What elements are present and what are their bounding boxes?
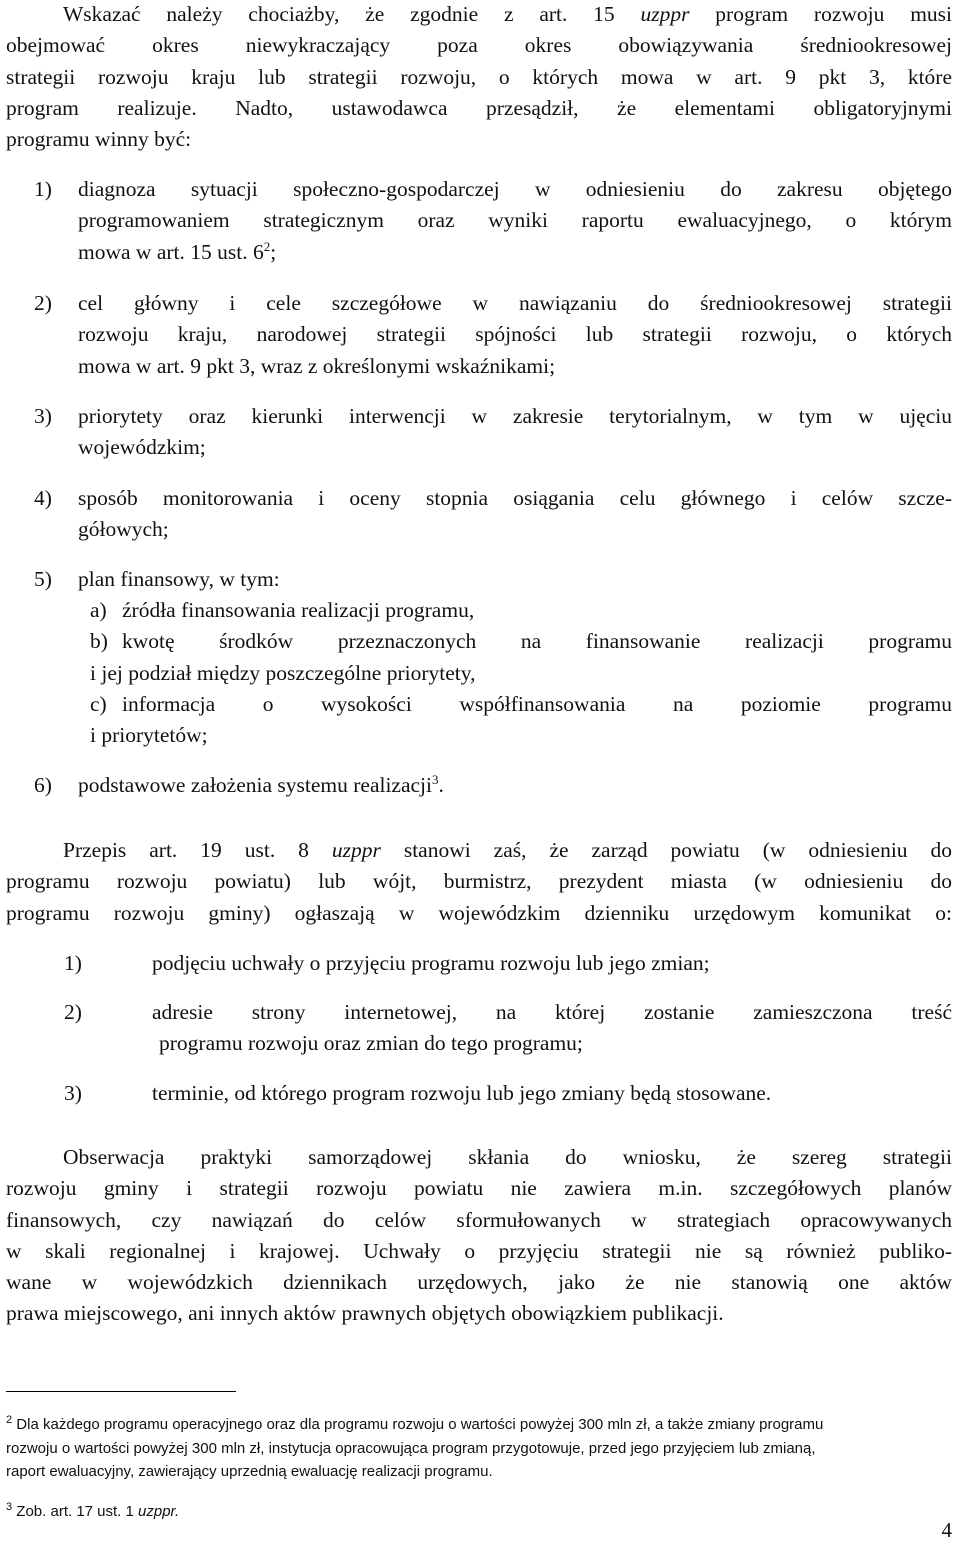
sublist [90, 595, 952, 751]
list-item-number: 1) [34, 177, 52, 201]
sublist-line: i jej podział między poszczególne priorytety, [90, 660, 476, 685]
list-item-line: wojewódzkim; [78, 435, 206, 460]
list-item-number: 2) [64, 1000, 82, 1024]
intro-paragraph [6, 0, 952, 155]
paragraph-line: programu rozwoju powiatu) lub wójt, burmistrz, prezydent miasta (w odniesieniu do [6, 869, 952, 894]
footnote-3 [6, 1500, 952, 1524]
paragraph-observation [6, 1142, 952, 1330]
paragraph-art-19 [6, 835, 952, 929]
list-item [34, 401, 952, 464]
footnote-line: $^3$ Zob. art. 17 ust. 1 uzppr. [6, 1501, 180, 1520]
paragraph-line: wane w wojewódzkich dziennikach urzędowych, jako że nie stanowią one aktów [6, 1270, 952, 1295]
list-item-line: mowa w art. 15 ust. $6^2$; [78, 238, 277, 264]
intro-line-4: program realizuje. Nadto, ustawodawca przesądził, że elementami obligatoryjnymi [6, 95, 952, 120]
intro-line-1: Wskazać należy chociażby, że zgodnie z art. 15 uzppr program rozwoju musi [63, 2, 953, 26]
list-item [64, 1078, 952, 1109]
intro-line-5: programu winny być: [6, 127, 192, 152]
sublist-letter: c) [90, 691, 107, 716]
list-item-line: mowa w art. 9 pkt 3, wraz z określonymi wskaźnikami; [78, 353, 556, 378]
paragraph-line: finansowych, czy nawiązań do celów sformułowanych w strategiach opracowywanych [6, 1207, 952, 1232]
list-item [34, 288, 952, 382]
sublist-letter: b) [90, 629, 108, 654]
paragraph-line: w skali regionalnej i krajowej. Uchwały o przyjęciu strategii nie są również publiko- [6, 1238, 952, 1263]
list-item-number: 6) [34, 773, 52, 797]
sublist-line: i priorytetów; [90, 723, 208, 748]
list-item-line: programu rozwoju oraz zmian do tego programu; [159, 1031, 583, 1056]
sublist-line: źródła finansowania realizacji programu, [122, 598, 475, 622]
paragraph-line: programu rozwoju gminy) ogłaszają w wojewódzkim dzienniku urzędowym komunikat o: [6, 900, 952, 925]
list-item-line: programowaniem strategicznym oraz wyniki raportu ewaluacyjnego, o którym [78, 208, 952, 233]
footnote-mark: 2 [6, 1414, 13, 1426]
paragraph-line: Przepis art. 19 ust. 8 uzppr stanowi zaś, że zarząd powiatu (w odniesieniu do [63, 838, 953, 862]
list-item [34, 174, 952, 268]
paragraph-line: rozwoju gminy i strategii rozwoju powiatu nie zawiera m.in. szczegółowych planów [6, 1176, 952, 1201]
list-item-line: plan finansowy, w tym: [78, 567, 280, 591]
page-number: 4 [941, 1518, 952, 1542]
footnote-line: rozwoju o wartości powyżej 300 mln zł, instytucja opracowująca program przygotowuje, przed jego przyjęciem lub zmianą, [6, 1439, 816, 1457]
footnote-separator [6, 1391, 236, 1392]
list-item-number: 3) [64, 1081, 82, 1105]
sublist-item [90, 595, 952, 626]
list-item-number: 4) [34, 486, 52, 510]
footnote-mark: 3 [6, 1501, 13, 1513]
list-item-number: 2) [34, 291, 52, 315]
list-item-line: sposób monitorowania i oceny stopnia osiągania celu głównego i celów szcze- [78, 486, 952, 510]
paragraph-line: prawa miejscowego, ani innych aktów prawnych objętych obowiązkiem publikacji. [6, 1301, 724, 1326]
paragraph-line: Obserwacja praktyki samorządowej skłania do wniosku, że szereg strategii [63, 1145, 952, 1169]
intro-line-3: strategii rozwoju kraju lub strategii rozwoju, o których mowa w art. 9 pkt 3, które [6, 64, 952, 89]
sublist-letter: a) [90, 598, 107, 622]
footnote-2 [6, 1413, 952, 1484]
list-item-line: gółowych; [78, 517, 169, 542]
list-item [64, 948, 952, 979]
list-item-line: terminie, od którego program rozwoju lub jego zmiany będą stosowane. [152, 1081, 772, 1105]
sublist-item [90, 689, 952, 752]
list-item-number: 3) [34, 404, 52, 428]
list-item [34, 770, 952, 801]
footnote-line: $^2$ Dla każdego programu operacyjnego oraz dla programu rozwoju o wartości powyżej 300 mln zł, a także zmiany programu [6, 1414, 824, 1433]
footnote-line: raport ewaluacyjny, zawierający uprzednią ewaluację realizacji programu. [6, 1463, 493, 1480]
footnote-ref-3[interactable]: 3 [432, 771, 439, 787]
list-item-line: cel główny i cele szczegółowe w nawiązaniu do średniookresowej strategii [78, 291, 952, 315]
list-item-line: rozwoju kraju, narodowej strategii spójności lub strategii rozwoju, o których [78, 322, 952, 347]
list-item-line: podstawowe założenia systemu realizacji$^3$. [78, 771, 444, 797]
list-item-line: podjęciu uchwały o przyjęciu programu rozwoju lub jego zmian; [152, 951, 710, 975]
list-item [34, 483, 952, 546]
intro-line-2: obejmować okres niewykraczający poza okres obowiązywania średniookresowej [6, 33, 952, 58]
list-item [34, 564, 952, 595]
footnote-ref-2[interactable]: 2 [263, 238, 271, 254]
sublist-item [90, 626, 952, 689]
sublist-line: informacja o wysokości współfinansowania na poziomie programu [122, 691, 952, 716]
list-item-line: diagnoza sytuacji społeczno-gospodarczej w odniesieniu do zakresu objętego [78, 177, 952, 201]
list-item-line: priorytety oraz kierunki interwencji w zakresie terytorialnym, w tym w ujęciu [78, 404, 952, 428]
sublist-line: kwotę środków przeznaczonych na finansowanie realizacji programu [122, 629, 952, 654]
list-item-number: 5) [34, 567, 52, 591]
list-item-line: adresie strony internetowej, na której zostanie zamieszczona treść [152, 1000, 952, 1024]
list-item-number: 1) [64, 951, 82, 975]
list-item [64, 997, 952, 1060]
